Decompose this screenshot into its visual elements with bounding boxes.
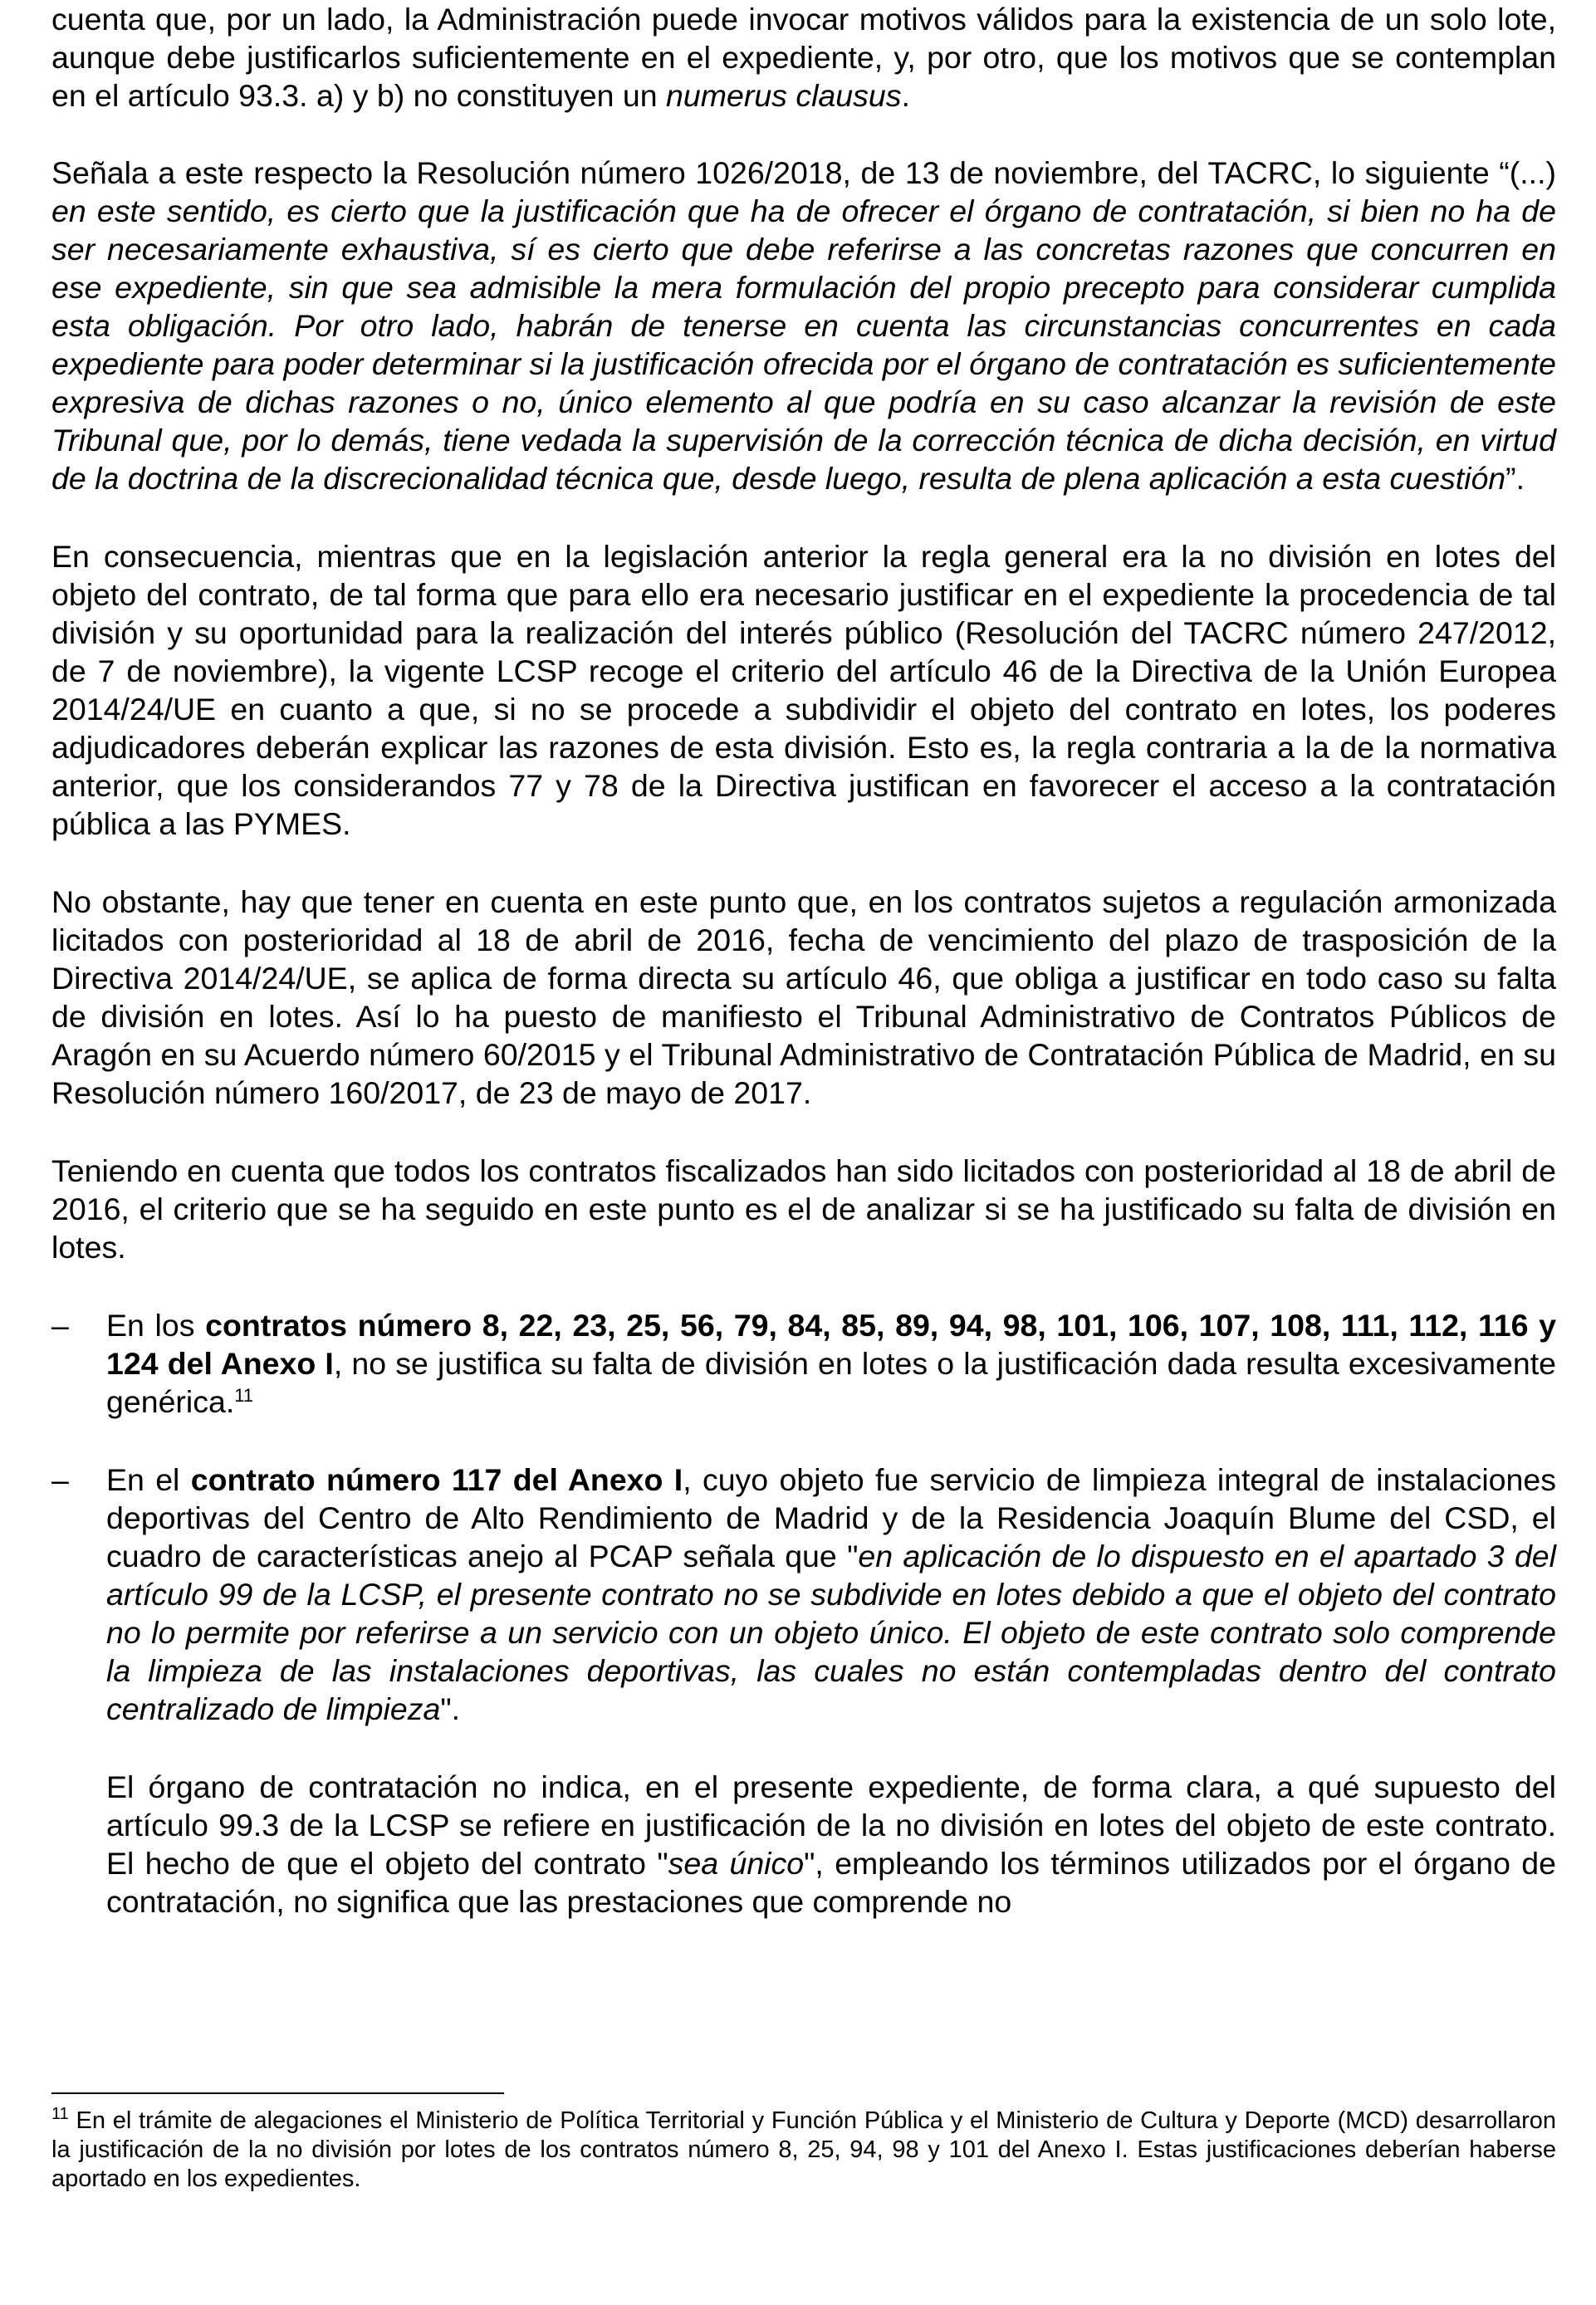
footnote-number: 11 [51,2105,69,2123]
italic-quotation: en este sentido, es cierto que la justificación que ha de ofrecer el órgano de contratación, si bien no ha de ser necesariamente exhaustiva, sí es cierto que debe referirse a las concretas razones que concurren en ese expediente, sin que sea admisible la mera formulación del propio precepto para considerar cumplida esta obligación. Por otro lado, habrán de tenerse en cuenta las circunstancias concurrentes en cada expediente para poder determinar si la justificación ofrecida por el órgano de contratación es suficientemente expresiva de dichas razones o no, único elemento al que podría en su caso alcanzar la revisión de este Tribunal que, por lo demás, tiene vedada la supervisión de la corrección técnica de dicha decisión, en virtud de la doctrina de la discrecionalidad técnica que, desde luego, resulta de plena aplicación a esta cuestión [51,193,1556,496]
italic-pcap-quote: en aplicación de lo dispuesto en el apartado 3 del artículo 99 de la LCSP, el presente contrato no se subdivide en lotes debido a que el objeto del contrato no lo permite por referirse a un servicio con un objeto único. El objeto de este contrato solo comprende la limpieza de las instalaciones deportivas, las cuales no están contempladas dentro del contrato centralizado de limpieza [106,1539,1556,1726]
findings-list [51,1306,1556,1921]
list-dash: – [51,1462,69,1497]
list-item: – En el contrato número 117 del Anexo I, cuyo objeto fue servicio de limpieza integral de instalaciones deportivas del Centro de Alto Rendimiento de Madrid y de la Residencia Joaquín Blume del CSD, el cuadro de características anejo al PCAP señala que "en aplicación de lo dispuesto en el apartado 3 del artículo 99 de la LCSP, el presente contrato no se subdivide en lotes debido a que el objeto del contrato no lo permite por referirse a un servicio con un objeto único. El objeto de este contrato solo comprende la limpieza de las instalaciones deportivas, las cuales no están contempladas dentro del contrato centralizado de limpieza". [51,1462,1556,1726]
paragraph-numerus-clausus: cuenta que, por un lado, la Administración puede invocar motivos válidos para la existencia de un solo lote, aunque debe justificarlos suficientemente en el expediente, y, por otro, que los motivos que se contemplan en el artículo 93.3. a) y b) no constituyen un numerus clausus. [51,2,1556,113]
paragraph-en-consecuencia: En consecuencia, mientras que en la legislación anterior la regla general era la no división en lotes del objeto del contrato, de tal forma que para ello era necesario justificar en el expediente la procedencia de tal división y su oportunidad para la realización del interés público (Resolución del TACRC número 247/2012, de 7 de noviembre), la vigente LCSP recoge el criterio del artículo 46 de la Directiva de la Unión Europea 2014/24/UE en cuanto a que, si no se procede a subdividir el objeto del contrato en lotes, los poderes adjudicadores deberán explicar las razones de esta división. Esto es, la regla contraria a la de la normativa anterior, que los considerandos 77 y 78 de la Directiva justifican en favorecer el acceso a la contratación pública a las PYMES. [51,539,1556,841]
bold-contract-117: contrato número 117 del Anexo I [190,1462,683,1497]
footnote [51,2107,1556,2194]
list-dash: – [51,1308,69,1343]
footnote-text: En el trámite de alegaciones el Ministerio de Política Territorial y Función Pública y el Ministerio de Cultura y Deporte (MCD) desarrollaron la justificación de la no división por lotes de los contratos número 8, 25, 94, 98 y 101 del Anexo I. Estas justificaciones deberían haberse aportado en los expedientes. [51,2107,1556,2192]
paragraph-teniendo-en-cuenta: Teniendo en cuenta que todos los contratos fiscalizados han sido licitados con posterioridad al 18 de abril de 2016, el criterio que se ha seguido en este punto es el de analizar si se ha justificado su falta de división en lotes. [51,1153,1556,1265]
list-item: – En los contratos número 8, 22, 23, 25, 56, 79, 84, 85, 89, 94, 98, 101, 106, 107, 108, 111, 112, 116 y 124 del Anexo I, no se justifica su falta de división en lotes o la justificación dada resulta excesivamente genérica.$^{11}$ [51,1308,1556,1419]
main-text [51,0,1556,1960]
footnote-separator [51,2092,504,2094]
paragraph-resolucion-tacrc-quote: Señala a este respecto la Resolución número 1026/2018, de 13 de noviembre, del TACRC, lo siguiente “(...) en este sentido, es cierto que la justificación que ha de ofrecer el órgano de contratación, si bien no ha de ser necesariamente exhaustiva, sí es cierto que debe referirse a las concretas razones que concurren en ese expediente, sin que sea admisible la mera formulación del propio precepto para considerar cumplida esta obligación. Por otro lado, habrán de tenerse en cuenta las circunstancias concurrentes en cada expediente para poder determinar si la justificación ofrecida por el órgano de contratación es suficientemente expresiva de dichas razones o no, único elemento al que podría en su caso alcanzar la revisión de este Tribunal que, por lo demás, tiene vedada la supervisión de la corrección técnica de dicha decisión, en virtud de la doctrina de la discrecionalidad técnica que, desde luego, resulta de plena aplicación a esta cuestión”. [51,155,1556,496]
italic-sea-unico: sea único [668,1846,805,1881]
footnote-reference[interactable]: 11 [234,1385,254,1406]
bold-contract-numbers: contratos número 8, 22, 23, 25, 56, 79, 84, 85, 89, 94, 98, 101, 106, 107, 108, 111, 112, 116 y 124 del Anexo I [106,1308,1556,1381]
list-item-continuation: El órgano de contratación no indica, en el presente expediente, de forma clara, a qué supuesto del artículo 99.3 de la LCSP se refiere en justificación de la no división en lotes del objeto de este contrato. El hecho de que el objeto del contrato "sea único", empleando los términos utilizados por el órgano de contratación, no significa que las prestaciones que comprende no [106,1769,1557,1919]
paragraph-no-obstante: No obstante, hay que tener en cuenta en este punto que, en los contratos sujetos a regulación armonizada licitados con posterioridad al 18 de abril de 2016, fecha de vencimiento del plazo de trasposición de la Directiva 2014/24/UE, se aplica de forma directa su artículo 46, que obliga a justificar en todo caso su falta de división en lotes. Así lo ha puesto de manifiesto el Tribunal Administrativo de Contratos Públicos de Aragón en su Acuerdo número 60/2015 y el Tribunal Administrativo de Contratación Pública de Madrid, en su Resolución número 160/2017, de 23 de mayo de 2017. [51,884,1556,1110]
italic-numerus-clausus: numerus clausus [666,78,902,113]
